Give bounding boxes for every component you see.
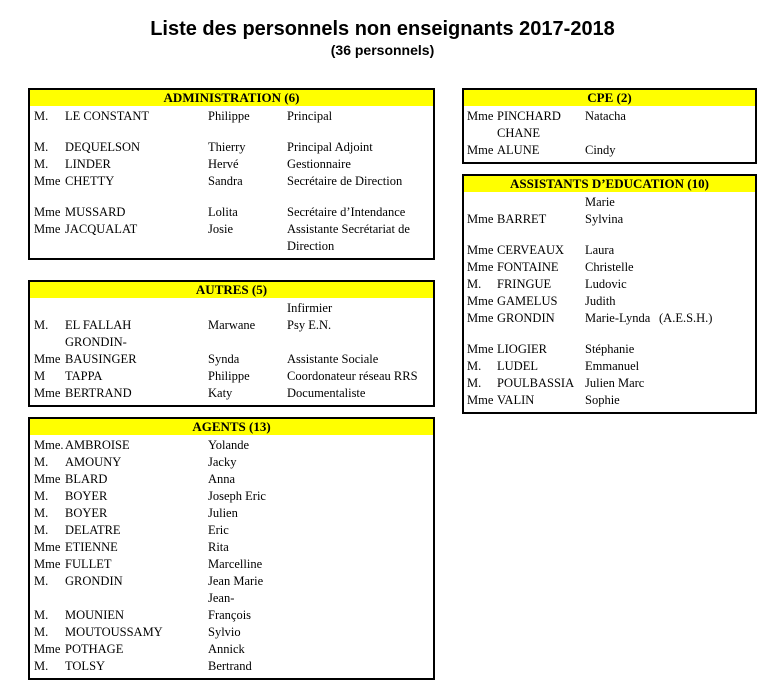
row-cell-last_name: DELATRE bbox=[65, 523, 121, 537]
row-cell-role_or_note bbox=[287, 539, 433, 556]
row-cell-last_name: BOYER bbox=[65, 506, 108, 520]
section-administration-header: ADMINISTRATION (6) bbox=[30, 90, 433, 106]
row-cell-last_name: TOLSY bbox=[65, 659, 106, 673]
row-cell-role_or_note: Coordonateur réseau RRS bbox=[287, 369, 418, 383]
row-cell-civility bbox=[34, 190, 65, 204]
table-row bbox=[464, 194, 755, 211]
row-cell-civility: M. bbox=[34, 455, 49, 469]
row-cell-first_name: Joseph Eric bbox=[208, 489, 266, 503]
table-row bbox=[30, 139, 433, 156]
table-row bbox=[30, 385, 433, 402]
row-cell-civility: M. bbox=[34, 506, 49, 520]
table-row bbox=[30, 351, 433, 368]
row-cell-civility: Mme bbox=[467, 294, 494, 308]
table-row bbox=[30, 607, 433, 624]
row-cell-role_or_note bbox=[287, 505, 433, 522]
row-cell-civility bbox=[34, 300, 65, 317]
table-row bbox=[30, 125, 433, 139]
row-cell-role_or_note bbox=[659, 341, 755, 358]
row-cell-first_name: Marcelline bbox=[208, 557, 263, 571]
table-row bbox=[30, 221, 433, 255]
row-cell-role_or_note bbox=[287, 573, 433, 590]
table-row bbox=[30, 437, 433, 454]
table-row bbox=[30, 334, 433, 351]
row-cell-first_name bbox=[585, 125, 659, 142]
row-cell-last_name bbox=[65, 190, 208, 204]
row-cell-last_name bbox=[497, 194, 585, 211]
row-cell-first_name: Natacha bbox=[585, 109, 626, 123]
row-cell-first_name bbox=[585, 228, 659, 242]
row-cell-first_name: Katy bbox=[208, 386, 233, 400]
table-row bbox=[30, 505, 433, 522]
row-cell-first_name: Cindy bbox=[585, 143, 616, 157]
row-cell-first_name bbox=[585, 327, 659, 341]
row-cell-civility: M. bbox=[34, 625, 49, 639]
row-cell-role_or_note bbox=[659, 358, 755, 375]
table-row bbox=[30, 590, 433, 607]
row-cell-last_name bbox=[497, 228, 585, 242]
row-cell-role_or_note: Assistante Secrétariat de Direction bbox=[287, 222, 410, 253]
row-cell-civility: M. bbox=[467, 376, 482, 390]
section-agents-header: AGENTS (13) bbox=[30, 419, 433, 435]
table-row bbox=[30, 658, 433, 675]
row-cell-last_name: LINDER bbox=[65, 157, 111, 171]
row-cell-civility: M. bbox=[467, 359, 482, 373]
row-cell-first_name: Marie bbox=[585, 195, 615, 209]
table-row bbox=[30, 156, 433, 173]
table-row bbox=[30, 368, 433, 385]
row-cell-last_name bbox=[65, 300, 208, 317]
row-cell-last_name: GRONDIN bbox=[65, 574, 123, 588]
row-cell-last_name: DEQUELSON bbox=[65, 140, 140, 154]
row-cell-role_or_note bbox=[659, 211, 755, 228]
row-cell-civility: M. bbox=[34, 318, 49, 332]
row-cell-last_name: JACQUALAT bbox=[65, 222, 138, 236]
table-row bbox=[30, 641, 433, 658]
section-autres-header: AUTRES (5) bbox=[30, 282, 433, 298]
table-row bbox=[464, 125, 755, 142]
document-header bbox=[0, 18, 765, 58]
row-cell-last_name: MOUNIEN bbox=[65, 608, 125, 622]
row-cell-role_or_note bbox=[659, 259, 755, 276]
row-cell-role_or_note bbox=[659, 125, 755, 142]
row-cell-civility: Mme bbox=[467, 311, 494, 325]
row-cell-role_or_note bbox=[287, 125, 433, 139]
row-cell-first_name: Emmanuel bbox=[585, 359, 640, 373]
row-cell-last_name: ETIENNE bbox=[65, 540, 118, 554]
row-cell-last_name: BLARD bbox=[65, 472, 108, 486]
row-cell-role_or_note bbox=[287, 454, 433, 471]
row-cell-last_name: MOUTOUSSAMY bbox=[65, 625, 163, 639]
row-cell-role_or_note: Secrétaire d’Intendance bbox=[287, 205, 406, 219]
section-assistants-education-rows bbox=[464, 192, 755, 412]
row-cell-role_or_note bbox=[659, 142, 755, 159]
row-cell-last_name: CHANE bbox=[497, 126, 541, 140]
row-cell-first_name: Josie bbox=[208, 222, 233, 236]
table-row bbox=[464, 259, 755, 276]
row-cell-last_name: GRONDIN- bbox=[65, 335, 127, 349]
row-cell-civility: Mme bbox=[467, 393, 494, 407]
row-cell-civility: Mme bbox=[34, 174, 61, 188]
table-row bbox=[30, 556, 433, 573]
row-cell-last_name: TAPPA bbox=[65, 369, 103, 383]
row-cell-role_or_note bbox=[287, 488, 433, 505]
row-cell-civility bbox=[467, 228, 497, 242]
row-cell-last_name bbox=[497, 327, 585, 341]
row-cell-first_name: Ludovic bbox=[585, 277, 627, 291]
row-cell-first_name: Sylvio bbox=[208, 625, 241, 639]
row-cell-last_name bbox=[65, 125, 208, 139]
table-row bbox=[464, 293, 755, 310]
row-cell-first_name: François bbox=[208, 608, 252, 622]
row-cell-role_or_note bbox=[659, 242, 755, 259]
row-cell-civility bbox=[467, 194, 497, 211]
row-cell-first_name: Julien Marc bbox=[585, 376, 645, 390]
table-row bbox=[30, 471, 433, 488]
table-row bbox=[464, 310, 755, 327]
table-row bbox=[30, 300, 433, 317]
row-cell-first_name: Philippe bbox=[208, 109, 250, 123]
row-cell-civility: M. bbox=[34, 523, 49, 537]
document-title: Liste des personnels non enseignants 2017-2018 bbox=[150, 18, 615, 40]
row-cell-role_or_note bbox=[659, 108, 755, 125]
row-cell-civility: M. bbox=[467, 277, 482, 291]
section-assistants-education-header: ASSISTANTS D’EDUCATION (10) bbox=[464, 176, 755, 192]
row-cell-civility bbox=[34, 334, 65, 351]
row-cell-role_or_note: Documentaliste bbox=[287, 386, 366, 400]
section-agents bbox=[28, 417, 435, 680]
row-cell-civility: M bbox=[34, 369, 46, 383]
section-autres bbox=[28, 280, 435, 407]
row-cell-civility: M. bbox=[34, 109, 49, 123]
row-cell-role_or_note bbox=[287, 658, 433, 675]
table-row bbox=[30, 173, 433, 190]
row-cell-role_or_note: Psy E.N. bbox=[287, 318, 332, 332]
table-row bbox=[464, 211, 755, 228]
table-row bbox=[30, 204, 433, 221]
row-cell-role_or_note bbox=[287, 334, 433, 351]
row-cell-first_name: Sandra bbox=[208, 174, 243, 188]
table-row bbox=[30, 624, 433, 641]
row-cell-last_name: AMOUNY bbox=[65, 455, 122, 469]
row-cell-civility bbox=[467, 327, 497, 341]
row-cell-first_name: Lolita bbox=[208, 205, 238, 219]
table-row bbox=[464, 276, 755, 293]
row-cell-last_name: LUDEL bbox=[497, 359, 538, 373]
row-cell-civility: Mme bbox=[467, 342, 494, 356]
table-row bbox=[30, 108, 433, 125]
section-agents-rows bbox=[30, 435, 433, 678]
row-cell-last_name: GRONDIN bbox=[497, 311, 555, 325]
row-cell-role_or_note bbox=[659, 276, 755, 293]
section-autres-rows bbox=[30, 298, 433, 405]
row-cell-first_name: Judith bbox=[585, 294, 616, 308]
row-cell-first_name: Yolande bbox=[208, 438, 250, 452]
row-cell-civility: Mme bbox=[467, 212, 494, 226]
row-cell-last_name: AMBROISE bbox=[65, 438, 130, 452]
row-cell-role_or_note bbox=[659, 375, 755, 392]
row-cell-civility: Mme bbox=[34, 386, 61, 400]
row-cell-civility: Mme bbox=[34, 352, 61, 366]
row-cell-civility: Mme bbox=[467, 243, 494, 257]
row-cell-first_name: Sophie bbox=[585, 393, 620, 407]
row-cell-last_name: BERTRAND bbox=[65, 386, 132, 400]
row-cell-civility: M. bbox=[34, 574, 49, 588]
row-cell-first_name: Sylvina bbox=[585, 212, 624, 226]
row-cell-role_or_note bbox=[287, 437, 433, 454]
row-cell-last_name: FONTAINE bbox=[497, 260, 559, 274]
row-cell-civility: Mme bbox=[34, 472, 61, 486]
row-cell-role_or_note: Principal Adjoint bbox=[287, 140, 373, 154]
section-administration bbox=[28, 88, 435, 260]
row-cell-first_name bbox=[208, 334, 287, 351]
row-cell-last_name: LIOGIER bbox=[497, 342, 547, 356]
row-cell-first_name: Laura bbox=[585, 243, 615, 257]
row-cell-role_or_note: Principal bbox=[287, 109, 333, 123]
row-cell-last_name: CERVEAUX bbox=[497, 243, 565, 257]
row-cell-first_name: Marie-Lynda bbox=[585, 311, 651, 325]
row-cell-first_name: Rita bbox=[208, 540, 229, 554]
row-cell-last_name: PINCHARD bbox=[497, 109, 561, 123]
row-cell-role_or_note bbox=[287, 607, 433, 624]
row-cell-civility: M. bbox=[34, 157, 49, 171]
row-cell-civility: Mme bbox=[34, 642, 61, 656]
row-cell-civility: Mme bbox=[34, 557, 61, 571]
row-cell-civility bbox=[34, 125, 65, 139]
row-cell-role_or_note bbox=[659, 194, 755, 211]
row-cell-first_name: Anna bbox=[208, 472, 236, 486]
row-cell-last_name: MUSSARD bbox=[65, 205, 126, 219]
row-cell-last_name: FULLET bbox=[65, 557, 112, 571]
row-cell-first_name: Synda bbox=[208, 352, 240, 366]
row-cell-civility: M. bbox=[34, 489, 49, 503]
table-row bbox=[30, 488, 433, 505]
row-cell-civility: Mme bbox=[467, 143, 494, 157]
row-cell-civility: Mme bbox=[34, 205, 61, 219]
row-cell-last_name: POULBASSIA bbox=[497, 376, 575, 390]
row-cell-civility: M. bbox=[34, 140, 49, 154]
row-cell-first_name bbox=[208, 190, 287, 204]
row-cell-last_name: FRINGUE bbox=[497, 277, 552, 291]
row-cell-last_name: BOYER bbox=[65, 489, 108, 503]
row-cell-role_or_note bbox=[659, 228, 755, 242]
row-cell-civility: Mme. bbox=[34, 438, 64, 452]
table-row bbox=[30, 317, 433, 334]
table-row bbox=[464, 142, 755, 159]
row-cell-civility bbox=[467, 125, 497, 142]
row-cell-role_or_note bbox=[287, 641, 433, 658]
table-row bbox=[464, 108, 755, 125]
row-cell-last_name bbox=[65, 590, 208, 607]
row-cell-last_name: CHETTY bbox=[65, 174, 115, 188]
row-cell-civility: Mme bbox=[34, 222, 61, 236]
row-cell-last_name: VALIN bbox=[497, 393, 535, 407]
table-row bbox=[30, 522, 433, 539]
row-cell-role_or_note: Gestionnaire bbox=[287, 157, 351, 171]
row-cell-role_or_note bbox=[287, 590, 433, 607]
row-cell-first_name: Philippe bbox=[208, 369, 250, 383]
row-cell-last_name: ALUNE bbox=[497, 143, 540, 157]
table-row bbox=[464, 327, 755, 341]
row-cell-role_or_note: (A.E.S.H.) bbox=[659, 311, 713, 325]
row-cell-role_or_note bbox=[287, 471, 433, 488]
table-row bbox=[30, 539, 433, 556]
row-cell-first_name: Christelle bbox=[585, 260, 634, 274]
row-cell-last_name: BAUSINGER bbox=[65, 352, 137, 366]
row-cell-first_name: Thierry bbox=[208, 140, 246, 154]
row-cell-role_or_note: Secrétaire de Direction bbox=[287, 174, 403, 188]
table-row bbox=[30, 454, 433, 471]
row-cell-role_or_note bbox=[659, 293, 755, 310]
row-cell-first_name: Julien bbox=[208, 506, 238, 520]
row-cell-role_or_note bbox=[287, 522, 433, 539]
row-cell-last_name: POTHAGE bbox=[65, 642, 124, 656]
row-cell-last_name: EL FALLAH bbox=[65, 318, 132, 332]
section-cpe-rows bbox=[464, 106, 755, 162]
table-row bbox=[464, 228, 755, 242]
row-cell-role_or_note bbox=[287, 556, 433, 573]
row-cell-first_name: Marwane bbox=[208, 318, 256, 332]
row-cell-role_or_note bbox=[287, 624, 433, 641]
table-row bbox=[464, 392, 755, 409]
row-cell-first_name: Stéphanie bbox=[585, 342, 635, 356]
row-cell-last_name: LE CONSTANT bbox=[65, 109, 150, 123]
row-cell-first_name: Annick bbox=[208, 642, 245, 656]
section-administration-rows bbox=[30, 106, 433, 258]
row-cell-role_or_note bbox=[659, 392, 755, 409]
row-cell-first_name: Bertrand bbox=[208, 659, 252, 673]
row-cell-first_name: Hervé bbox=[208, 157, 239, 171]
row-cell-role_or_note bbox=[659, 327, 755, 341]
row-cell-last_name: GAMELUS bbox=[497, 294, 558, 308]
row-cell-first_name: Jacky bbox=[208, 455, 237, 469]
row-cell-first_name bbox=[208, 125, 287, 139]
document-subtitle: (36 personnels) bbox=[330, 42, 435, 58]
row-cell-civility: Mme bbox=[34, 540, 61, 554]
row-cell-civility: M. bbox=[34, 608, 49, 622]
section-assistants-education bbox=[462, 174, 757, 414]
table-row bbox=[464, 242, 755, 259]
row-cell-civility: Mme bbox=[467, 260, 494, 274]
section-cpe-header: CPE (2) bbox=[464, 90, 755, 106]
row-cell-civility bbox=[34, 590, 65, 607]
row-cell-first_name: Jean Marie bbox=[208, 574, 264, 588]
row-cell-civility: M. bbox=[34, 659, 49, 673]
row-cell-role_or_note: Assistante Sociale bbox=[287, 352, 379, 366]
row-cell-civility: Mme bbox=[467, 109, 494, 123]
row-cell-role_or_note bbox=[287, 190, 433, 204]
row-cell-first_name bbox=[208, 300, 287, 317]
table-row bbox=[464, 341, 755, 358]
row-cell-role_or_note: Infirmier bbox=[287, 301, 333, 315]
table-row bbox=[464, 375, 755, 392]
section-cpe bbox=[462, 88, 757, 164]
table-row bbox=[464, 358, 755, 375]
row-cell-last_name: BARRET bbox=[497, 212, 547, 226]
row-cell-first_name: Jean- bbox=[208, 591, 235, 605]
table-row bbox=[30, 573, 433, 590]
table-row bbox=[30, 190, 433, 204]
row-cell-first_name: Eric bbox=[208, 523, 229, 537]
